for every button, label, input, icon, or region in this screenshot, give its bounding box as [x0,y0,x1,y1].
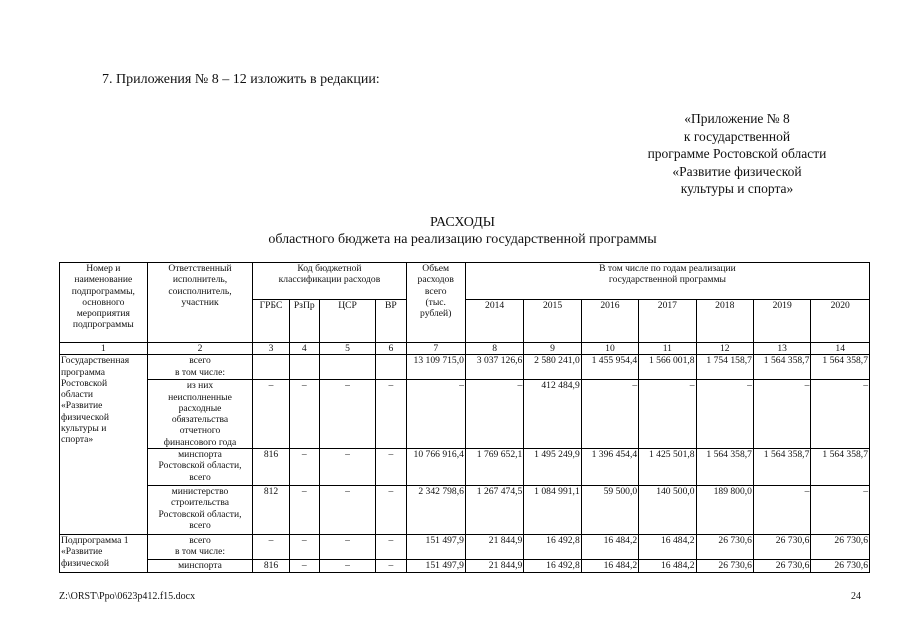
value-cell: – [581,380,638,449]
footer-filename: Z:\ORST\Ppo\0623p412.f15.docx [59,591,196,602]
year-header-cell: 2019 [753,300,810,343]
value-cell: 16 484,2 [581,535,638,560]
value-cell: 21 844,9 [465,560,523,573]
value-cell: 16 484,2 [639,535,696,560]
executor-cell: министерство строительства Ростовской области, всего [147,486,253,535]
column-number-cell: 1 [60,343,148,355]
table-row [60,355,870,380]
title-sub: областного бюджета на реализацию государственной программы [268,232,657,247]
value-cell: 26 730,6 [696,535,753,560]
executor-cell: всего в том числе: [147,355,253,380]
value-cell: – [696,380,753,449]
header-cell: Номер и наименование подпрограммы, основного мероприятия подпрограммы [60,263,148,343]
column-number-cell: 7 [406,343,465,355]
value-cell: 1 564 358,7 [753,449,810,486]
executor-cell: минспорта [147,560,253,573]
value-cell: – [811,486,870,535]
code-cell: – [253,380,289,449]
code-cell: – [376,560,406,573]
page-number: 24 [851,591,861,602]
appendix-line: «Приложение № 8 [684,111,790,126]
code-cell: – [376,449,406,486]
value-cell: 1 566 001,8 [639,355,696,380]
column-number-cell: 14 [811,343,870,355]
code-cell: – [289,486,319,535]
expenses-table [59,262,870,573]
value-cell: 3 037 126,6 [465,355,523,380]
value-cell: 10 766 916,4 [406,449,465,486]
value-cell: 1 396 454,4 [581,449,638,486]
table-row [60,535,870,560]
value-cell: 1 495 249,9 [524,449,581,486]
value-cell: 151 497,9 [406,560,465,573]
value-cell: – [639,380,696,449]
code-header-cell: ГРБС [253,300,289,343]
appendix-line: программе Ростовской области [647,146,827,161]
table-row [60,380,870,449]
value-cell: – [753,486,810,535]
code-cell: 816 [253,449,289,486]
appendix-line: к государственной [683,128,791,144]
header-cell: Объем расходов всего (тыс. рублей) [406,263,465,343]
value-cell: 59 500,0 [581,486,638,535]
value-cell: 2 342 798,6 [406,486,465,535]
value-cell: 1 564 358,7 [811,449,870,486]
year-header-cell: 2018 [696,300,753,343]
code-cell: – [253,535,289,560]
header-cell: В том числе по годам реализации государственной программы [465,263,869,300]
header-row [60,263,870,300]
code-cell: – [289,449,319,486]
code-cell: – [289,560,319,573]
code-cell: – [376,535,406,560]
column-number-cell: 2 [147,343,253,355]
column-number-cell: 13 [753,343,810,355]
value-cell: 1 425 501,8 [639,449,696,486]
value-cell: 21 844,9 [465,535,523,560]
value-cell: 1 564 358,7 [811,355,870,380]
program-name-cell: Государственная программа Ростовской области «Развитие физической культуры и спорта» [60,355,148,535]
code-cell: – [376,380,406,449]
column-numbers-row [60,343,870,355]
column-number-cell: 3 [253,343,289,355]
table-row [60,449,870,486]
value-cell: 16 492,8 [524,535,581,560]
value-cell: – [811,380,870,449]
value-cell: 412 484,9 [524,380,581,449]
column-number-cell: 5 [319,343,375,355]
code-cell [253,355,289,380]
column-number-cell: 8 [465,343,523,355]
code-header-cell: ВР [376,300,406,343]
value-cell: 26 730,6 [811,535,870,560]
table-row [60,486,870,535]
code-cell [319,355,375,380]
code-cell: – [319,535,375,560]
executor-cell: из них неисполненные расходные обязательства отчетного финансового года [147,380,253,449]
year-header-cell: 2017 [639,300,696,343]
header-cell: Код бюджетной классификации расходов [253,263,406,300]
year-header-cell: 2015 [524,300,581,343]
appendix-caption [620,110,854,198]
code-header-cell: ЦСР [319,300,375,343]
value-cell: – [406,380,465,449]
appendix-line: культуры и спорта» [680,181,794,196]
value-cell: 189 800,0 [696,486,753,535]
code-cell: – [289,535,319,560]
code-cell: – [319,449,375,486]
value-cell: 1 564 358,7 [696,449,753,486]
value-cell: 26 730,6 [753,535,810,560]
value-cell: 1 455 954,4 [581,355,638,380]
year-header-cell: 2016 [581,300,638,343]
code-cell: – [319,380,375,449]
value-cell: 16 484,2 [581,560,638,573]
value-cell: 26 730,6 [811,560,870,573]
column-number-cell: 4 [289,343,319,355]
appendix-line: «Развитие физической [672,163,802,179]
title-main: РАСХОДЫ [430,215,495,230]
column-number-cell: 11 [639,343,696,355]
code-cell: – [319,486,375,535]
year-header-cell: 2014 [465,300,523,343]
executor-cell: всего в том числе: [147,535,253,560]
value-cell: 16 484,2 [639,560,696,573]
value-cell: 13 109 715,0 [406,355,465,380]
value-cell: 151 497,9 [406,535,465,560]
subprogram-name-cell: Подпрограмма 1 «Развитие физической [60,535,148,573]
value-cell: 1 769 652,1 [465,449,523,486]
code-cell: 812 [253,486,289,535]
intro-text: 7. Приложения № 8 – 12 изложить в редакции: [102,72,380,87]
value-cell: 2 580 241,0 [524,355,581,380]
value-cell: 26 730,6 [753,560,810,573]
code-cell [289,355,319,380]
table-row [60,560,870,573]
code-cell: – [319,560,375,573]
code-cell [376,355,406,380]
code-cell: – [289,380,319,449]
value-cell: 26 730,6 [696,560,753,573]
value-cell: 1 564 358,7 [753,355,810,380]
header-cell: Ответственный исполнитель, соисполнитель, участник [147,263,253,343]
value-cell: – [465,380,523,449]
value-cell: 140 500,0 [639,486,696,535]
value-cell: – [753,380,810,449]
executor-cell: минспорта Ростовской области, всего [147,449,253,486]
column-number-cell: 12 [696,343,753,355]
code-cell: 816 [253,560,289,573]
value-cell: 1 754 158,7 [696,355,753,380]
value-cell: 1 267 474,5 [465,486,523,535]
code-cell: – [376,486,406,535]
year-header-cell: 2020 [811,300,870,343]
value-cell: 16 492,8 [524,560,581,573]
value-cell: 1 084 991,1 [524,486,581,535]
document-title [240,214,685,248]
column-number-cell: 6 [376,343,406,355]
column-number-cell: 10 [581,343,638,355]
code-header-cell: РзПр [289,300,319,343]
column-number-cell: 9 [524,343,581,355]
